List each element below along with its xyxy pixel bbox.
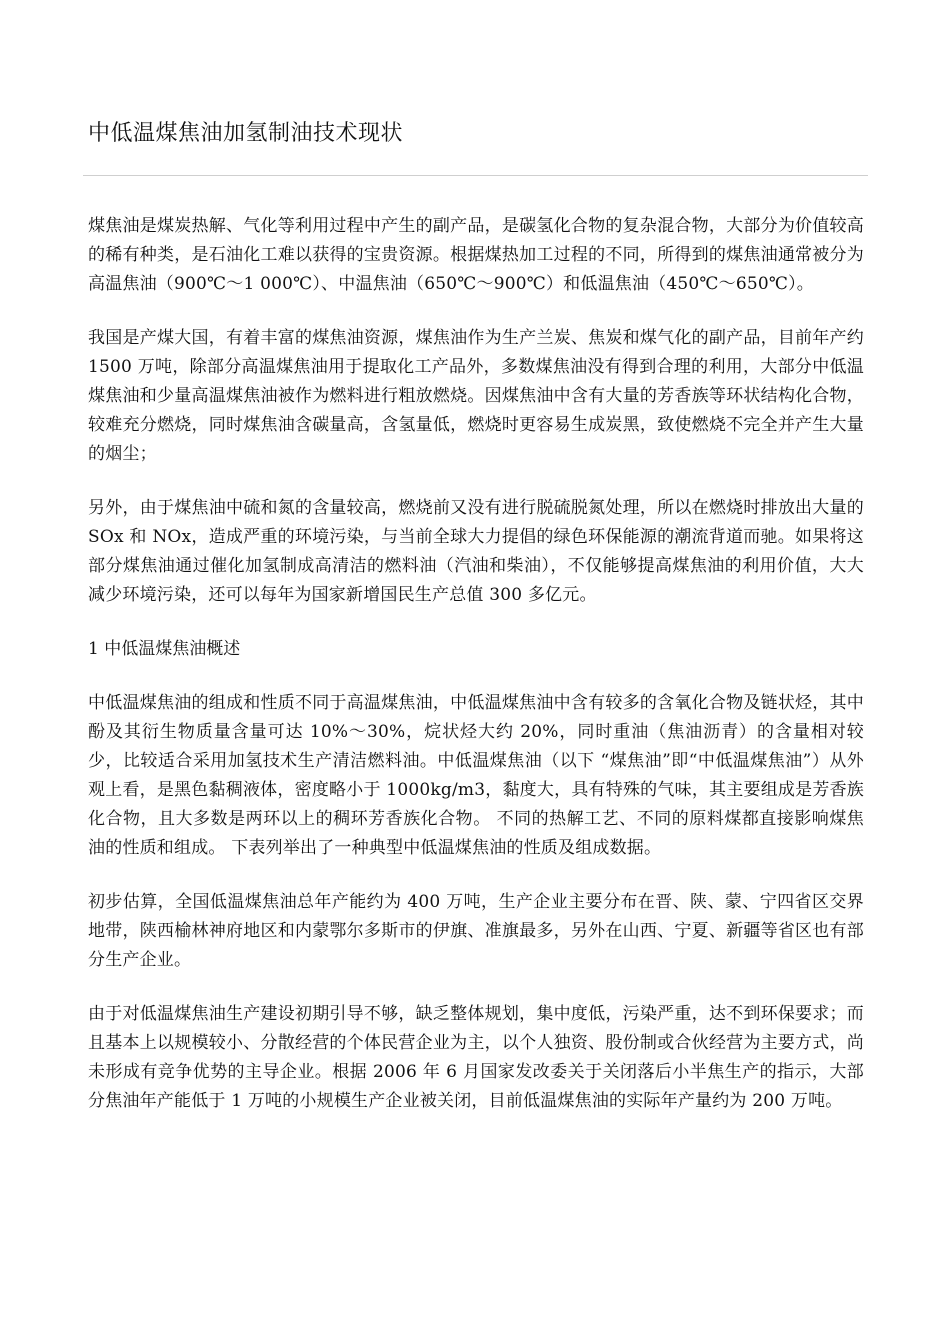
title-divider — [83, 175, 868, 176]
paragraph-composition: 中低温煤焦油的组成和性质不同于高温煤焦油，中低温煤焦油中含有较多的含氧化合物及链状烃，其中酚及其衍生物质量含量可达 10%～30%，烷状烃大约 20%，同时重油（焦油沥青）的含量相对较少，比较适合采用加氢技术生产清洁燃料油。中低温煤焦油（以下 “煤焦油”即“中低温煤焦油”）从外观上看，是黑色黏稠液体，密度略小于 1000kg/m3，黏度大，具有特殊的气味，其主要组成是芳香族化合物，且大多数是两环以上的稠环芳香族化合物。 不同的热解工艺、不同的原料煤都直接影响煤焦油的性质和组成。 下表列举出了一种典型中低温煤焦油的性质及组成数据。 — [88, 693, 864, 858]
paragraph-pollution: 另外，由于煤焦油中硫和氮的含量较高，燃烧前又没有进行脱硫脱氮处理，所以在燃烧时排放出大量的 SOx 和 NOx，造成严重的环境污染，与当前全球大力提倡的绿色环保能源的潮流背道而驰。如果将这部分煤焦油通过催化加氢制成高清洁的燃料油（汽油和柴油），不仅能够提高煤焦油的利用价值，大大减少环境污染，还可以每年为国家新增国民生产总值 300 多亿元。 — [88, 498, 864, 605]
paragraph-capacity: 初步估算，全国低温煤焦油总年产能约为 400 万吨，生产企业主要分布在晋、陕、蒙、宁四省区交界地带，陕西榆林神府地区和内蒙鄂尔多斯市的伊旗、准旗最多，另外在山西、宁夏、新疆等省区也有部分生产企业。 — [88, 892, 864, 970]
paragraph-resources: 我国是产煤大国，有着丰富的煤焦油资源，煤焦油作为生产兰炭、焦炭和煤气化的副产品，目前年产约 1500 万吨，除部分高温煤焦油用于提取化工产品外，多数煤焦油没有得到合理的利用，大部分中低温煤焦油和少量高温煤焦油被作为燃料进行粗放燃烧。因煤焦油中含有大量的芳香族等环状结构化合物，较难充分燃烧，同时煤焦油含碳量高，含氢量低，燃烧时更容易生成炭黑，致使燃烧不完全并产生大量的烟尘； — [88, 328, 864, 464]
page-title: 中低温煤焦油加氢制油技术现状 — [88, 121, 404, 146]
paragraph-industry: 由于对低温煤焦油生产建设初期引导不够，缺乏整体规划，集中度低，污染严重，达不到环保要求；而且基本上以规模较小、分散经营的个体民营企业为主，以个人独资、股份制或合伙经营为主要方式，尚未形成有竞争优势的主导企业。根据 2006 年 6 月国家发改委关于关闭落后小半焦生产的指示，大部分焦油年产能低于 1 万吨的小规模生产企业被关闭，目前低温煤焦油的实际年产量约为 200 万吨。 — [88, 1004, 864, 1111]
document-body — [88, 212, 864, 1141]
section-heading: 1 中低温煤焦油概述 — [88, 639, 241, 659]
paragraph-intro: 煤焦油是煤炭热解、气化等利用过程中产生的副产品，是碳氢化合物的复杂混合物，大部分为价值较高的稀有种类，是石油化工难以获得的宝贵资源。根据煤热加工过程的不同，所得到的煤焦油通常被分为高温焦油（900℃～1 000℃）、中温焦油（650℃～900℃）和低温焦油（450℃～650℃）。 — [88, 216, 864, 294]
